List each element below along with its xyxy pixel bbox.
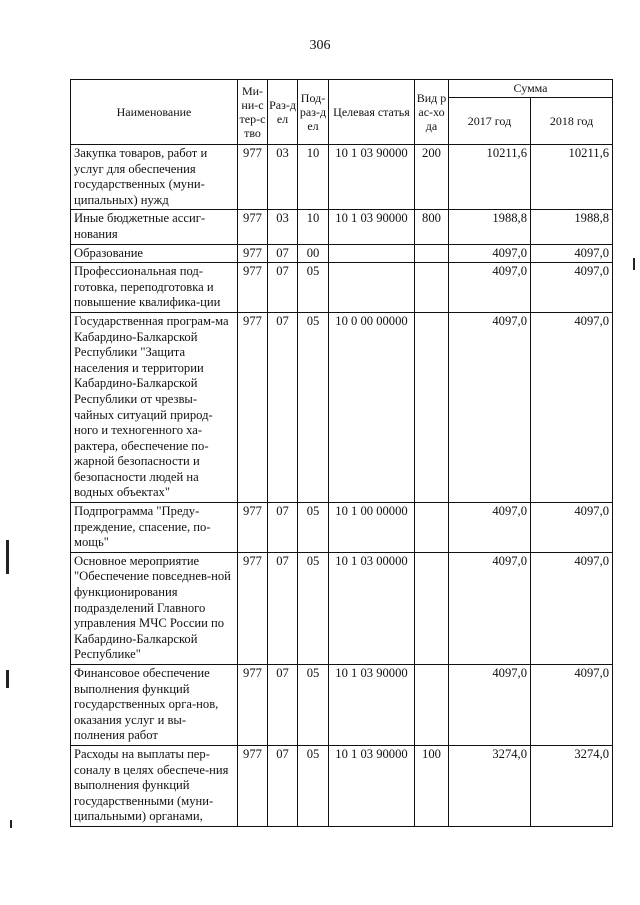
row-ministry: 977	[238, 745, 268, 826]
scan-mark	[10, 820, 12, 828]
row-section: 03	[268, 145, 298, 210]
row-ministry: 977	[238, 244, 268, 263]
table-row	[71, 145, 613, 210]
row-section: 07	[268, 312, 298, 502]
row-ministry: 977	[238, 145, 268, 210]
budget-table	[70, 79, 613, 827]
scan-mark	[6, 670, 9, 688]
row-expense-type: 100	[415, 745, 449, 826]
row-name: Образование	[71, 244, 238, 263]
row-section: 07	[268, 665, 298, 746]
header-sum: Сумма	[449, 80, 613, 98]
row-sum-2017: 1988,8	[449, 210, 531, 244]
header-section: Раз-дел	[268, 80, 298, 145]
header-name: Наименование	[71, 80, 238, 145]
row-name: Расходы на выплаты пер-соналу в целях обеспече-ния выполнения функций государственными (муни-ципальными) органами,	[71, 745, 238, 826]
page-number: 306	[309, 38, 331, 53]
row-sum-2017: 4097,0	[449, 552, 531, 664]
row-ministry: 977	[238, 210, 268, 244]
row-section: 07	[268, 745, 298, 826]
row-target: 10 1 03 90000	[329, 145, 415, 210]
row-sum-2018: 1988,8	[531, 210, 613, 244]
header-target: Целевая статья	[329, 80, 415, 145]
row-expense-type	[415, 312, 449, 502]
row-sum-2018: 3274,0	[531, 745, 613, 826]
row-subsection: 10	[298, 145, 329, 210]
row-sum-2018: 10211,6	[531, 145, 613, 210]
row-expense-type	[415, 244, 449, 263]
row-sum-2018: 4097,0	[531, 263, 613, 313]
table-row	[71, 745, 613, 826]
row-section: 07	[268, 244, 298, 263]
header-ministry: Ми-ни-стер-ство	[238, 80, 268, 145]
row-target: 10 1 03 90000	[329, 210, 415, 244]
row-name: Профессиональная под-готовка, переподготовка и повышение квалифика-ции	[71, 263, 238, 313]
row-expense-type	[415, 552, 449, 664]
row-section: 07	[268, 263, 298, 313]
table-row	[71, 263, 613, 313]
table-row	[71, 244, 613, 263]
row-expense-type	[415, 503, 449, 553]
row-target: 10 1 03 00000	[329, 552, 415, 664]
row-sum-2017: 3274,0	[449, 745, 531, 826]
row-name: Финансовое обеспечение выполнения функций государственных орга-нов, оказания услуг и вы-полнения работ	[71, 665, 238, 746]
row-target: 10 1 03 90000	[329, 665, 415, 746]
row-sum-2017: 4097,0	[449, 503, 531, 553]
table-row	[71, 665, 613, 746]
row-name: Основное мероприятие "Обеспечение повседнев-ной функционирования подразделений Главного управления МЧС России по Кабардино-Балкарской Республике"	[71, 552, 238, 664]
row-target: 10 0 00 00000	[329, 312, 415, 502]
row-section: 07	[268, 552, 298, 664]
table-row	[71, 552, 613, 664]
row-name: Государственная програм-ма Кабардино-Балкарской Республики "Защита населения и территории Кабардино-Балкарской Республики от чрезвы-чайных ситуаций природ-ного и техногенного ха-рактера, обеспечение по-жарной безопасности и безопасности людей на водных объектах"	[71, 312, 238, 502]
row-target	[329, 263, 415, 313]
row-ministry: 977	[238, 503, 268, 553]
row-subsection: 05	[298, 312, 329, 502]
row-expense-type: 800	[415, 210, 449, 244]
row-sum-2018: 4097,0	[531, 312, 613, 502]
row-ministry: 977	[238, 552, 268, 664]
table-row	[71, 312, 613, 502]
row-name: Подпрограмма "Преду-преждение, спасение, по-мощь"	[71, 503, 238, 553]
row-subsection: 00	[298, 244, 329, 263]
row-section: 07	[268, 503, 298, 553]
row-sum-2017: 4097,0	[449, 312, 531, 502]
row-target	[329, 244, 415, 263]
row-subsection: 05	[298, 503, 329, 553]
row-section: 03	[268, 210, 298, 244]
row-subsection: 05	[298, 263, 329, 313]
header-subsection: Под-раз-дел	[298, 80, 329, 145]
row-expense-type	[415, 263, 449, 313]
row-ministry: 977	[238, 665, 268, 746]
scan-mark	[6, 540, 9, 574]
row-sum-2017: 10211,6	[449, 145, 531, 210]
row-subsection: 05	[298, 745, 329, 826]
row-expense-type: 200	[415, 145, 449, 210]
row-subsection: 05	[298, 552, 329, 664]
row-subsection: 05	[298, 665, 329, 746]
row-ministry: 977	[238, 312, 268, 502]
row-subsection: 10	[298, 210, 329, 244]
row-sum-2017: 4097,0	[449, 244, 531, 263]
table-row	[71, 210, 613, 244]
row-sum-2018: 4097,0	[531, 244, 613, 263]
row-sum-2017: 4097,0	[449, 665, 531, 746]
row-expense-type	[415, 665, 449, 746]
row-target: 10 1 00 00000	[329, 503, 415, 553]
row-name: Закупка товаров, работ и услуг для обеспечения государственных (муни-ципальных) нужд	[71, 145, 238, 210]
row-ministry: 977	[238, 263, 268, 313]
header-expense-type: Вид рас-хода	[415, 80, 449, 145]
row-sum-2018: 4097,0	[531, 665, 613, 746]
table-row	[71, 503, 613, 553]
header-year-2017: 2017 год	[449, 97, 531, 144]
header-year-2018: 2018 год	[531, 97, 613, 144]
row-sum-2018: 4097,0	[531, 503, 613, 553]
row-sum-2017: 4097,0	[449, 263, 531, 313]
row-name: Иные бюджетные ассиг-нования	[71, 210, 238, 244]
row-target: 10 1 03 90000	[329, 745, 415, 826]
row-sum-2018: 4097,0	[531, 552, 613, 664]
scan-mark	[633, 258, 635, 270]
